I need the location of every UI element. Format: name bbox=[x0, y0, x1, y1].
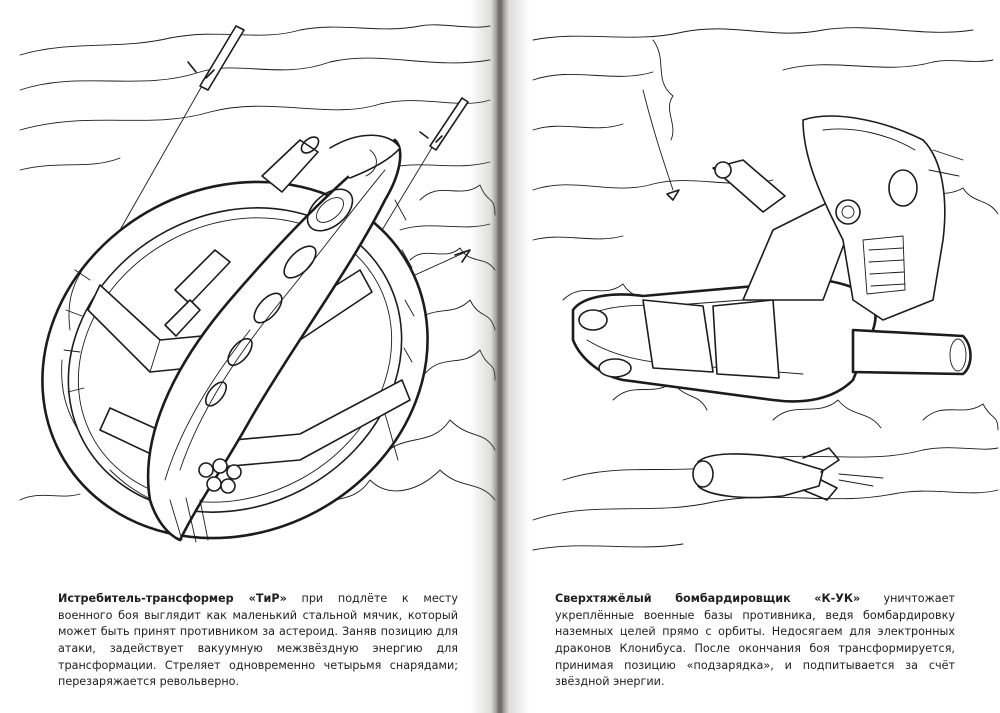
caption-text: при подлёте к месту военного боя выглядит как маленький стальной мячик, который может быть принят противником за астероид. Заняв позицию для атаки, задействует вакуумную межзвёздную энергию для трансформации. Стреляет одновременно четырьмя снарядами; перезаряжается револьверно. bbox=[58, 592, 458, 689]
fighter-tir-illustration bbox=[0, 0, 497, 565]
caption-tir bbox=[58, 591, 458, 691]
book-gutter bbox=[470, 0, 530, 713]
caption-title: Сверхтяжёлый бомбардировщик «К-УК» bbox=[555, 592, 861, 606]
bomber-body bbox=[573, 116, 971, 401]
caption-text: уничтожает укреплённые военные базы противника, ведя бомбардировку наземных целей прямо с орбиты. Недосягаем для электронных драконов Клонибуса. После окончания боя трансформируется, принимая позицию «подзарядка», и подпитывается за счёт звёздной энергии. bbox=[555, 592, 955, 689]
smoke-trail bbox=[643, 90, 679, 200]
bomb bbox=[693, 448, 883, 500]
caption-title: Истребитель-трансформер «ТиР» bbox=[58, 592, 287, 606]
caption-kuk bbox=[555, 591, 955, 691]
bomber-kuk-illustration bbox=[503, 0, 1000, 565]
